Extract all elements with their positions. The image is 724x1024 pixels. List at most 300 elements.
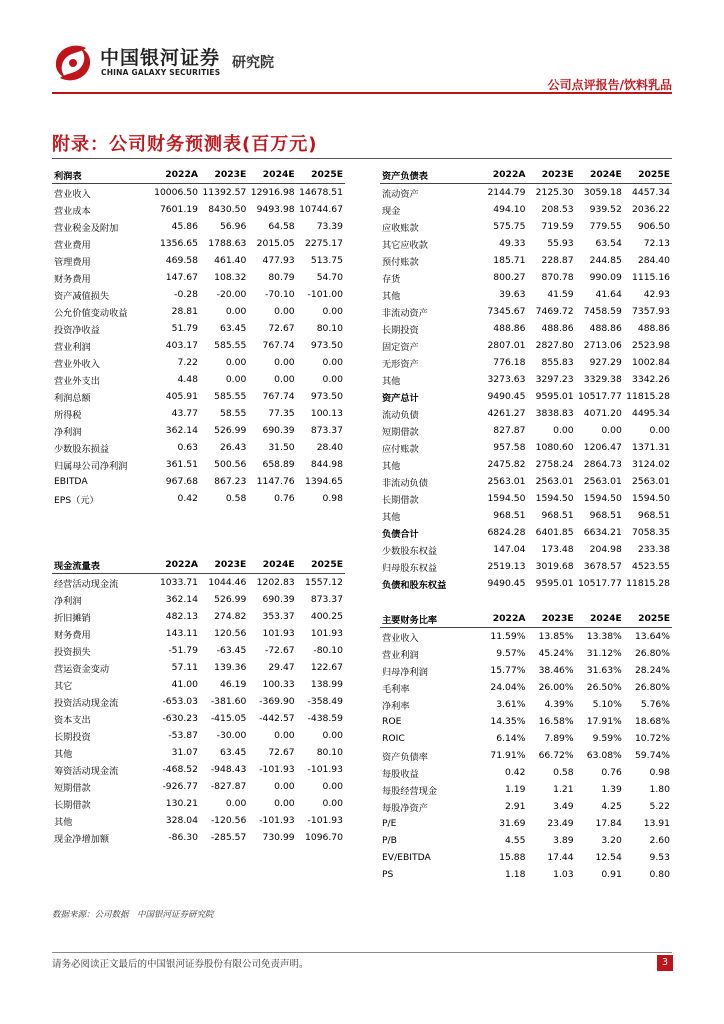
table-row: [52, 405, 345, 422]
cell-value: -285.57: [210, 832, 247, 843]
row-label: 流动负债: [382, 409, 419, 421]
cell-value: 11392.57: [202, 187, 247, 198]
cell-value: 1147.76: [256, 476, 295, 487]
cell-value: 71.91%: [490, 750, 526, 761]
cell-value: 0.00: [274, 357, 295, 368]
table-row: [380, 473, 672, 490]
table-row: [380, 422, 672, 439]
cell-value: 3.61%: [496, 699, 526, 710]
table-row: [380, 507, 672, 524]
row-label: 其他: [54, 816, 73, 828]
cell-value: 488.86: [493, 323, 526, 334]
cell-value: 1096.70: [305, 832, 343, 843]
cell-value: 43.77: [171, 408, 198, 419]
table-row: [52, 829, 345, 846]
column-header: 2022A: [152, 556, 200, 574]
column-header: 2025E: [624, 610, 672, 628]
table-row: [52, 473, 345, 490]
cell-value: 482.13: [165, 611, 198, 622]
cell-value: 873.37: [310, 425, 343, 436]
table-row: [52, 642, 345, 659]
row-label: 无形资产: [382, 358, 419, 370]
row-label: EBITDA: [54, 476, 88, 487]
table-row: [380, 490, 672, 507]
cell-value: 0.91: [601, 869, 622, 880]
cell-value: 2807.01: [487, 340, 526, 351]
cell-value: 26.80%: [634, 648, 670, 659]
row-label: 现金净增加额: [54, 833, 110, 845]
cell-value: 17.91%: [586, 716, 622, 727]
cell-value: 513.75: [310, 255, 343, 266]
row-label: 长期投资: [54, 731, 91, 743]
table-row: [52, 727, 345, 744]
cell-value: -63.45: [216, 645, 247, 656]
cell-value: -101.00: [307, 289, 343, 300]
cell-value: 4.25: [601, 801, 622, 812]
column-header: 2022A: [479, 166, 527, 184]
cell-value: -51.79: [168, 645, 198, 656]
table-row: [380, 303, 672, 320]
row-label: 营业利润: [54, 341, 91, 353]
cell-value: 2.91: [504, 801, 526, 812]
row-label: ROE: [382, 716, 402, 727]
row-label: 营业税金及附加: [54, 222, 119, 234]
cell-value: 2563.01: [535, 476, 574, 487]
logo-chinese-name: 中国银河证券: [100, 47, 221, 69]
row-label: 所得税: [54, 409, 82, 421]
cell-value: 3329.38: [583, 374, 622, 385]
page-header: [0, 0, 724, 100]
cell-value: 0.00: [322, 374, 343, 385]
table-row: [52, 388, 345, 405]
cell-value: 2563.01: [487, 476, 526, 487]
table-row: [380, 815, 672, 832]
cell-value: 400.25: [310, 611, 343, 622]
table-row: [380, 849, 672, 866]
cell-value: 7.22: [177, 357, 198, 368]
cell-value: 968.51: [637, 510, 670, 521]
cell-value: 4.48: [177, 374, 198, 385]
cell-value: 1202.83: [256, 577, 295, 588]
cell-value: 1394.65: [305, 476, 343, 487]
row-label: 净利润: [54, 426, 82, 438]
cell-value: 1557.12: [305, 577, 343, 588]
cell-value: 0.42: [177, 493, 198, 504]
cell-value: -653.03: [162, 696, 198, 707]
row-label: 资产减值损失: [54, 290, 110, 302]
table-row: [52, 744, 345, 761]
row-label: 公允价值变动收益: [54, 307, 128, 319]
cell-value: 7357.93: [632, 306, 670, 317]
table-header-row: [52, 556, 345, 574]
table-row: [52, 371, 345, 388]
cell-value: -415.05: [210, 713, 247, 724]
table-row: [380, 832, 672, 849]
cell-value: 26.43: [219, 442, 247, 453]
table-row: [380, 575, 672, 592]
cell-value: 1.21: [553, 784, 574, 795]
cell-value: 827.87: [493, 425, 526, 436]
cell-value: 7058.35: [632, 527, 670, 538]
cell-value: 4457.34: [632, 187, 670, 198]
table-row: [380, 320, 672, 337]
cell-value: 26.50%: [586, 682, 622, 693]
cell-value: 5.76%: [640, 699, 670, 710]
cell-value: 274.82: [214, 611, 247, 622]
cell-value: 0.00: [274, 781, 295, 792]
row-label: 资产负债率: [382, 751, 428, 763]
cell-value: 1356.65: [159, 238, 198, 249]
cell-value: 2758.24: [535, 459, 574, 470]
row-label: 营业外收入: [54, 358, 100, 370]
cell-value: 4495.34: [632, 408, 670, 419]
row-label: 净利润: [54, 595, 82, 607]
cell-value: 526.99: [214, 594, 247, 605]
cell-value: 1.80: [649, 784, 670, 795]
cell-value: 1033.71: [159, 577, 198, 588]
row-label: 短期借款: [54, 782, 91, 794]
cell-value: -30.00: [216, 730, 247, 741]
cell-value: 7469.72: [535, 306, 574, 317]
table-row: [52, 218, 345, 235]
cell-value: 56.96: [219, 221, 247, 232]
cell-value: 0.00: [274, 374, 295, 385]
cell-value: 1371.31: [632, 442, 670, 453]
table-header-row: [52, 166, 345, 184]
cell-value: 100.33: [262, 679, 295, 690]
row-label: 非流动资产: [382, 307, 428, 319]
row-label: 经营活动现金流: [54, 578, 119, 590]
cell-value: -101.93: [307, 815, 343, 826]
table-row: [52, 184, 345, 202]
cell-value: 80.10: [316, 747, 343, 758]
cell-value: 4261.27: [487, 408, 526, 419]
cell-value: 12.54: [595, 852, 622, 863]
data-source-note: 数据来源：公司数据 中国银河证券研究院: [52, 910, 214, 920]
table-row: [52, 269, 345, 286]
table-row: [380, 524, 672, 541]
cell-value: 0.00: [322, 798, 343, 809]
column-header: 2025E: [297, 556, 345, 574]
cell-value: 185.71: [493, 255, 526, 266]
cell-value: 41.59: [547, 289, 574, 300]
table-row: [380, 713, 672, 730]
cash-flow-table: [52, 556, 345, 846]
column-header: 2023E: [527, 166, 575, 184]
cell-value: 1.03: [553, 869, 574, 880]
row-label: ROIC: [382, 733, 405, 744]
row-label: 净利率: [382, 700, 410, 712]
cell-value: 63.08%: [586, 750, 622, 761]
row-label: 负债合计: [382, 528, 419, 540]
cell-value: 31.07: [171, 747, 198, 758]
cell-value: 3124.02: [632, 459, 670, 470]
cell-value: 31.63%: [586, 665, 622, 676]
row-label: 资产总计: [382, 392, 419, 404]
cell-value: 488.86: [589, 323, 622, 334]
cell-value: 1.39: [601, 784, 622, 795]
cell-value: 0.42: [504, 767, 526, 778]
table-row: [52, 778, 345, 795]
cell-value: 11815.28: [626, 391, 670, 402]
cell-value: 0.00: [601, 425, 622, 436]
row-label: 投资净收益: [54, 324, 100, 336]
table-row: [380, 558, 672, 575]
row-label: 其他: [54, 748, 73, 760]
row-label: EPS（元）: [54, 494, 99, 506]
cell-value: 5.22: [649, 801, 670, 812]
table-row: [380, 781, 672, 798]
cell-value: 2827.80: [535, 340, 574, 351]
cell-value: 990.09: [589, 272, 622, 283]
cell-value: 59.74%: [634, 750, 670, 761]
row-label: 少数股东权益: [382, 545, 438, 557]
cell-value: -72.67: [265, 645, 295, 656]
cell-value: 0.00: [225, 374, 247, 385]
cell-value: 63.45: [219, 747, 247, 758]
table-row: [380, 662, 672, 679]
cell-value: 2563.01: [583, 476, 622, 487]
table-row: [380, 439, 672, 456]
cell-value: 855.83: [541, 357, 574, 368]
cell-value: 3273.63: [487, 374, 526, 385]
table-row: [52, 422, 345, 439]
cell-value: 2864.73: [583, 459, 622, 470]
cell-value: 3.89: [553, 835, 574, 846]
cell-value: -381.60: [210, 696, 247, 707]
cell-value: 14678.51: [299, 187, 343, 198]
cell-value: -926.77: [162, 781, 198, 792]
cell-value: 13.85%: [538, 631, 574, 642]
cell-value: 204.98: [589, 544, 622, 555]
table-title: 主要财务比率: [380, 610, 479, 628]
table-row: [380, 252, 672, 269]
row-label: 存货: [382, 273, 401, 285]
row-label: 营运资金变动: [54, 663, 110, 675]
cell-value: 4.55: [504, 835, 526, 846]
cell-value: 2523.98: [632, 340, 670, 351]
cell-value: 72.67: [268, 747, 295, 758]
table-row: [52, 303, 345, 320]
cell-value: 10744.67: [299, 204, 343, 215]
table-row: [380, 337, 672, 354]
cell-value: 7601.19: [159, 204, 198, 215]
cell-value: 101.93: [310, 628, 343, 639]
cell-value: 690.39: [262, 425, 295, 436]
table-row: [380, 201, 672, 218]
row-label: 营业收入: [382, 632, 419, 644]
cell-value: 3.49: [553, 801, 574, 812]
table-row: [52, 252, 345, 269]
cell-value: 7345.67: [487, 306, 526, 317]
row-label: P/E: [382, 818, 397, 829]
cell-value: 1594.50: [632, 493, 670, 504]
row-label: 归属母公司净利润: [54, 460, 128, 472]
cell-value: 45.86: [171, 221, 198, 232]
row-label: 其他: [382, 460, 401, 472]
table-row: [380, 645, 672, 662]
table-row: [52, 591, 345, 608]
cell-value: 0.00: [274, 306, 295, 317]
cell-value: 66.72%: [538, 750, 574, 761]
column-header: 2022A: [152, 166, 200, 184]
cell-value: 779.55: [589, 221, 622, 232]
cell-value: 405.91: [165, 391, 198, 402]
table-row: [380, 628, 672, 646]
cell-value: 122.67: [310, 662, 343, 673]
row-label: PS: [382, 869, 394, 880]
row-label: 非流动负债: [382, 477, 428, 489]
page-title: 附录：公司财务预测表(百万元): [52, 134, 318, 155]
cell-value: 41.64: [595, 289, 622, 300]
income-statement-table: [52, 166, 345, 507]
cell-value: 1206.47: [583, 442, 622, 453]
table-row: [52, 490, 345, 507]
column-header: 2023E: [200, 556, 248, 574]
cell-value: 873.37: [310, 594, 343, 605]
row-label: 投资活动现金流: [54, 697, 119, 709]
row-label: 应收账款: [382, 222, 419, 234]
cell-value: 844.98: [310, 459, 343, 470]
table-row: [380, 218, 672, 235]
row-label: 少数股东损益: [54, 443, 110, 455]
table-row: [380, 184, 672, 202]
cell-value: 38.46%: [538, 665, 574, 676]
cell-value: -369.90: [259, 696, 295, 707]
table-row: [380, 405, 672, 422]
cell-value: -101.93: [307, 764, 343, 775]
cell-value: 9490.45: [487, 391, 526, 402]
row-label: 投资损失: [54, 646, 91, 658]
cell-value: 120.56: [214, 628, 247, 639]
cell-value: 500.56: [214, 459, 247, 470]
table-row: [380, 730, 672, 747]
cell-value: 72.67: [268, 323, 295, 334]
cell-value: 10.72%: [634, 733, 670, 744]
cell-value: 477.93: [262, 255, 295, 266]
cell-value: 867.23: [214, 476, 247, 487]
financial-ratios-table: [380, 610, 672, 883]
table-row: [380, 679, 672, 696]
cell-value: 80.10: [316, 323, 343, 334]
cell-value: 46.19: [219, 679, 247, 690]
cell-value: 10006.50: [154, 187, 198, 198]
table-title: 现金流量表: [52, 556, 152, 574]
cell-value: 353.37: [262, 611, 295, 622]
cell-value: 26.80%: [634, 682, 670, 693]
cell-value: 130.21: [165, 798, 198, 809]
cell-value: 13.64%: [634, 631, 670, 642]
cell-value: 776.18: [493, 357, 526, 368]
cell-value: 494.10: [493, 204, 526, 215]
row-label: 筹资活动现金流: [54, 765, 119, 777]
row-label: 固定资产: [382, 341, 419, 353]
row-label: P/B: [382, 835, 397, 846]
cell-value: 1.18: [504, 869, 526, 880]
cell-value: 18.68%: [634, 716, 670, 727]
cell-value: 0.00: [553, 425, 574, 436]
cell-value: 6401.85: [535, 527, 574, 538]
cell-value: -120.56: [210, 815, 247, 826]
row-label: EV/EBITDA: [382, 852, 431, 863]
cell-value: 957.58: [493, 442, 526, 453]
cell-value: -438.59: [307, 713, 343, 724]
table-row: [380, 286, 672, 303]
cell-value: 3838.83: [535, 408, 574, 419]
row-label: 其他: [382, 511, 401, 523]
cell-value: 9595.01: [535, 578, 574, 589]
footer-divider: [52, 952, 672, 953]
cell-value: 1.19: [504, 784, 526, 795]
table-header-row: [380, 610, 672, 628]
table-row: [52, 201, 345, 218]
cell-value: 362.14: [165, 594, 198, 605]
cell-value: 719.59: [541, 221, 574, 232]
cell-value: 927.29: [589, 357, 622, 368]
cell-value: -80.10: [313, 645, 343, 656]
title-divider: [52, 158, 672, 159]
cell-value: 11.59%: [490, 631, 526, 642]
cell-value: 49.33: [499, 238, 526, 249]
cell-value: 0.76: [274, 493, 295, 504]
row-label: 现金: [382, 205, 401, 217]
cell-value: 58.55: [219, 408, 247, 419]
table-row: [52, 320, 345, 337]
cell-value: 139.36: [214, 662, 247, 673]
row-label: 营业费用: [54, 239, 91, 251]
research-institute-label: 研究院: [232, 55, 274, 71]
header-divider: [52, 92, 672, 94]
table-row: [380, 764, 672, 781]
cell-value: 361.51: [165, 459, 198, 470]
table-row: [52, 439, 345, 456]
row-label: 其它: [54, 680, 73, 692]
column-header: 2025E: [624, 166, 672, 184]
cell-value: 0.00: [225, 306, 247, 317]
cell-value: 362.14: [165, 425, 198, 436]
row-label: 长期借款: [382, 494, 419, 506]
cell-value: 461.40: [214, 255, 247, 266]
row-label: 流动资产: [382, 188, 419, 200]
cell-value: 10517.77: [577, 578, 622, 589]
cell-value: 870.78: [541, 272, 574, 283]
cell-value: 690.39: [262, 594, 295, 605]
table-row: [380, 235, 672, 252]
cell-value: 80.79: [268, 272, 295, 283]
row-label: 归母净利润: [382, 666, 428, 678]
row-label: 资本支出: [54, 714, 91, 726]
cell-value: -53.87: [168, 730, 198, 741]
cell-value: 1594.50: [487, 493, 526, 504]
cell-value: 17.44: [547, 852, 574, 863]
cell-value: 51.79: [171, 323, 198, 334]
cell-value: 284.40: [637, 255, 670, 266]
cell-value: 45.24%: [538, 648, 574, 659]
cell-value: 5.10%: [592, 699, 622, 710]
cell-value: 11815.28: [626, 578, 670, 589]
row-label: 每股经营现金: [382, 785, 438, 797]
cell-value: 0.00: [274, 798, 295, 809]
table-row: [52, 795, 345, 812]
table-row: [52, 456, 345, 473]
cell-value: -442.57: [259, 713, 295, 724]
table-row: [52, 235, 345, 252]
cell-value: 228.87: [541, 255, 574, 266]
row-label: 管理费用: [54, 256, 91, 268]
cell-value: 730.99: [262, 832, 295, 843]
cell-value: 3297.23: [535, 374, 574, 385]
cell-value: -20.00: [216, 289, 247, 300]
